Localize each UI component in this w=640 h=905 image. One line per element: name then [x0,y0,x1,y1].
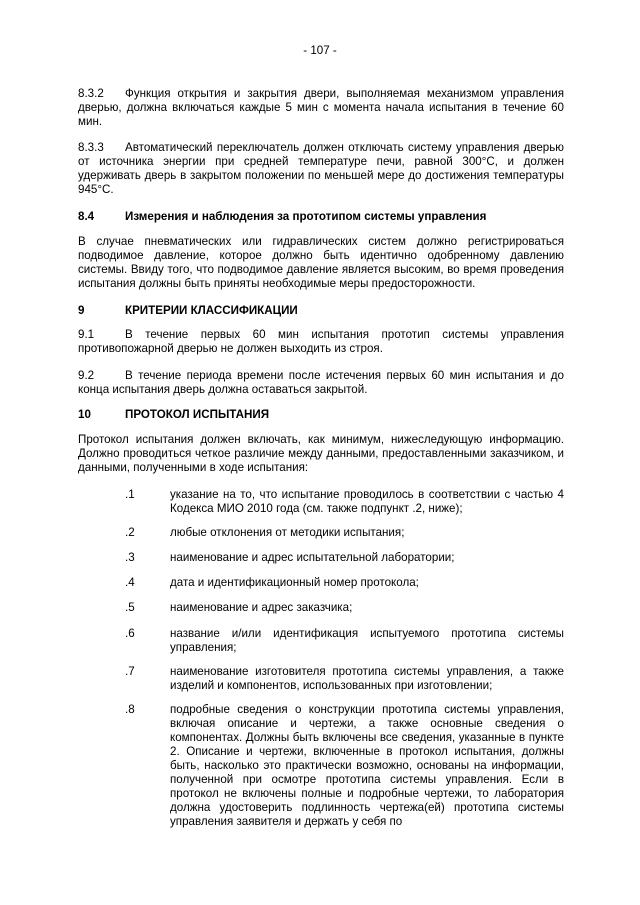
list-item-text: наименование изготовителя прототипа системы управления, а также изделий и компонентов, использованных при изготовлении; [170,665,564,692]
clause-text: В течение первых 60 мин испытания прототип системы управления противопожарной дверью не должен выходить из строя. [78,328,564,355]
paragraph-pneumatic: В случае пневматических или гидравлических систем должно регистрироваться подводимое давление, которое должно быть идентично одобренному давлению системы. Ввиду того, что подводимое давление является высоким, во время проведения испытания должны быть приняты необходимые меры предосторожности. [78,235,564,290]
page-number: - 107 - [303,44,337,57]
heading-number: 10 [78,408,91,421]
list-item-number: .1 [125,488,135,501]
heading-text: КРИТЕРИИ КЛАССИФИКАЦИИ [125,304,298,317]
list-item-text: название и/или идентификация испытуемого прототипа системы управления; [170,627,564,654]
clause-8-3-3 [78,141,564,197]
heading-text: ПРОТОКОЛ ИСПЫТАНИЯ [125,408,270,421]
clause-text: Автоматический переключатель должен отключать систему управления дверью от источника энергии при средней температуре печи, равной 300°C, и должен удерживать дверь в закрытом положении по меньшей мере до достижения температуры 945°C. [78,141,564,196]
heading-text: Измерения и наблюдения за прототипом системы управления [125,210,487,223]
clause-text: В течение периода времени после истечения первых 60 мин испытания и до конца испытания дверь должна оставаться закрытой. [78,369,564,396]
clause-number: 8.3.2 [78,87,104,100]
list-item-text: дата и идентификационный номер протокола; [170,576,419,589]
clause-text: Функция открытия и закрытия двери, выполняемая механизмом управления дверью, должна включаться каждые 5 мин с момента начала испытания в течение 60 мин. [78,87,564,128]
list-item-text: любые отклонения от методики испытания; [170,526,405,539]
clause-number: 9.2 [78,369,95,382]
list-item-number: .4 [125,576,135,589]
list-item-number: .2 [125,526,135,539]
paragraph-report-intro: Протокол испытания должен включать, как минимум, нижеследующую информацию. Должно проводиться четкое различие между данными, предоставленными заказчиком, и данными, полученными в ходе испытания: [78,433,564,474]
clause-9-1 [78,328,564,356]
clause-9-2 [78,369,564,397]
list-item-number: .8 [125,703,135,716]
clause-number: 9.1 [78,328,95,341]
list-item-text: указание на то, что испытание проводилось в соответствии с частью 4 Кодекса МИО 2010 года (см. также подпункт .2, ниже); [170,488,564,515]
list-item-number: .7 [125,665,135,678]
list-item-number: .3 [125,551,135,564]
list-item-text: наименование и адрес заказчика; [170,601,353,614]
list-item-number: .6 [125,627,135,640]
heading-number: 9 [78,304,85,317]
clause-8-3-2 [78,87,564,129]
clause-number: 8.3.3 [78,141,104,154]
heading-number: 8.4 [78,210,95,223]
list-item-text: наименование и адрес испытательной лаборатории; [170,551,455,564]
list-item-number: .5 [125,601,135,614]
list-item-text: подробные сведения о конструкции прототипа системы управления, включая описание и чертежи, а также основные сведения о компонентах. Должны быть включены все сведения, указанные в пункте 2. Описание и чертежи, включенные в протокол испытания, должны быть, насколько это практически возможно, основаны на информации, полученной при осмотре прототипа системы управления. Если в протокол не включены полные и подробные чертежи, то лаборатория должна удостоверить подлинность чертежа(ей) прототипа системы управления заявителя и держать у себя по [170,703,564,828]
